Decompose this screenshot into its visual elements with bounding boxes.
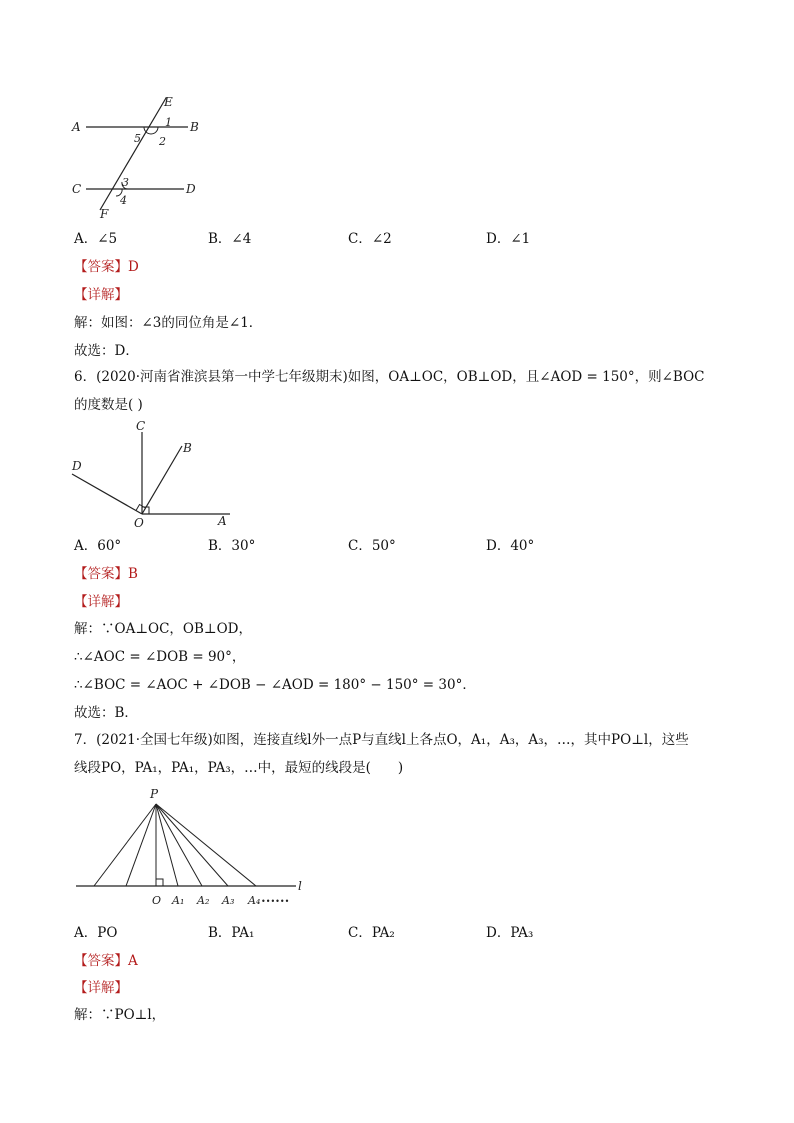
- q6-solution-line-1: 解：∵OA⊥OC，OB⊥OD，: [74, 621, 252, 637]
- q6-label-B: B: [183, 441, 192, 455]
- q6-option-c: C．50°: [348, 538, 396, 554]
- q7-label-A2: A₂: [197, 894, 210, 907]
- q6-solution-line-4: 故选：B．: [74, 705, 138, 721]
- q6-option-a: A．60°: [74, 538, 122, 554]
- q5-label-F: F: [100, 207, 109, 221]
- q5-option-b: B．∠4: [208, 231, 252, 247]
- q6-solution-line-3: ∴∠BOC = ∠AOC + ∠DOB − ∠AOD = 180° − 150° = 30°．: [74, 677, 476, 693]
- q6-question-line-2: 的度数是( ): [74, 397, 143, 413]
- q7-option-b: B．PA₁: [208, 925, 255, 941]
- q6-label-D: D: [72, 459, 82, 473]
- q6-label-C: C: [136, 419, 146, 433]
- q7-label-O: O: [152, 894, 162, 907]
- q7-question-line-1: 7．(2021·全国七年级)如图，连接直线l外一点P与直线l上各点O，A₁，A₃，A₃，…，其中PO⊥l，这些: [74, 732, 689, 748]
- q6-question-line-1: 6．(2020·河南省淮滨县第一中学七年级期末)如图，OA⊥OC，OB⊥OD，且∠AOD = 150°，则∠BOC: [74, 369, 705, 385]
- q5-angle-3: 3: [122, 176, 129, 189]
- q6-detail-heading: 【详解】: [74, 594, 128, 610]
- q5-option-d: D．∠1: [486, 231, 531, 247]
- q7-label-dots: ••••••: [261, 897, 290, 906]
- q5-detail-heading: 【详解】: [74, 287, 128, 303]
- q5-label-D: D: [186, 182, 196, 196]
- q5-solution-line-1: 解：如图：∠3的同位角是∠1．: [74, 315, 263, 331]
- q5-solution-line-2: 故选：D．: [74, 343, 139, 359]
- q5-parallel-lines-figure: [66, 92, 216, 222]
- q6-solution-line-2: ∴∠AOC = ∠DOB = 90°，: [74, 649, 246, 665]
- q6-option-b: B．30°: [208, 538, 256, 554]
- q7-label-P: P: [150, 787, 159, 801]
- q6-answer: 【答案】B: [74, 566, 138, 582]
- q7-label-A3: A₃: [222, 894, 235, 907]
- q7-perpendicular-figure: [70, 782, 310, 910]
- q6-label-A: A: [218, 514, 227, 528]
- q5-option-c: C．∠2: [348, 231, 392, 247]
- q7-option-d: D．PA₃: [486, 925, 534, 941]
- q5-label-C: C: [72, 182, 82, 196]
- q6-label-O: O: [134, 516, 144, 530]
- q7-question-line-2: 线段PO，PA₁，PA₁，PA₃，…中，最短的线段是( ): [74, 760, 404, 776]
- q5-angle-1: 1: [165, 116, 172, 129]
- q7-option-c: C．PA₂: [348, 925, 395, 941]
- q6-angles-figure: [66, 418, 242, 532]
- q5-angle-2: 2: [159, 135, 166, 148]
- q7-label-l: l: [298, 879, 302, 893]
- q5-label-B: B: [190, 120, 199, 134]
- q5-option-a: A．∠5: [74, 231, 118, 247]
- q5-answer: 【答案】D: [74, 259, 139, 275]
- q7-option-a: A．PO: [74, 925, 118, 941]
- q7-detail-heading: 【详解】: [74, 980, 128, 996]
- q6-option-d: D．40°: [486, 538, 535, 554]
- q5-label-A: A: [72, 120, 81, 134]
- q5-angle-5: 5: [134, 132, 141, 145]
- q7-label-A1: A₁: [172, 894, 185, 907]
- q7-solution-line-1: 解：∵PO⊥l，: [74, 1007, 166, 1023]
- q7-label-A4: A₄: [248, 894, 261, 907]
- q7-answer: 【答案】A: [74, 953, 138, 969]
- q5-angle-4: 4: [120, 194, 127, 207]
- q5-label-E: E: [164, 95, 173, 109]
